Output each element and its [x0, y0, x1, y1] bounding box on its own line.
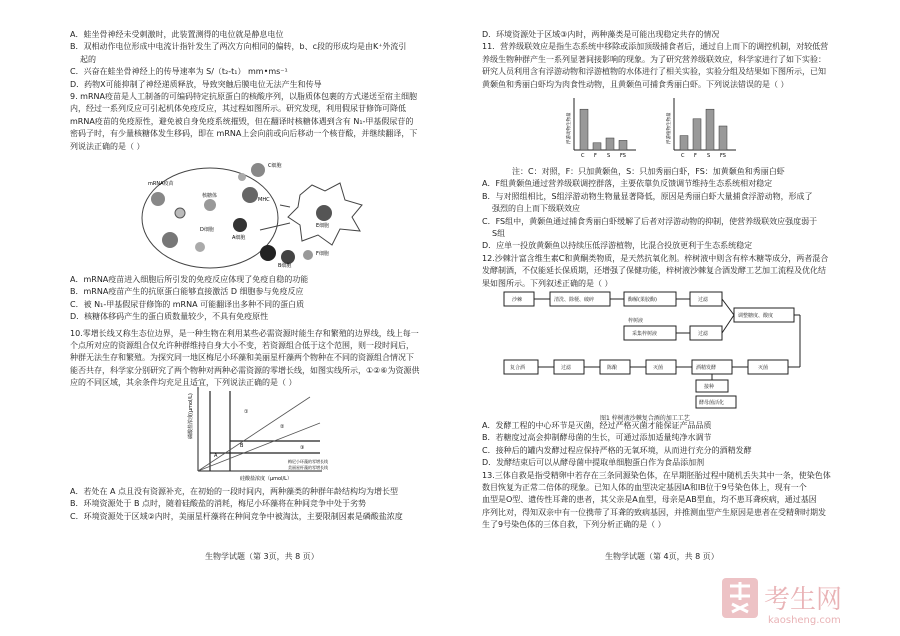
chart0-bar-C: [580, 109, 588, 150]
chart0-tick-S: S: [607, 153, 611, 159]
q8-option-a: A．蛙坐骨神经未受刺激时，此装置测得的电位就是静息电位: [70, 30, 284, 39]
flow-step-sterilize-2: 灭菌: [653, 365, 664, 371]
q8-option-b: B．双相动作电位形成中电流计指针发生了两次方向相同的偏转，b、c段的形成均是由K⁺外流引: [70, 42, 407, 52]
q11-option-c-cont: S组: [492, 229, 506, 239]
q11-bar-charts: [560, 94, 760, 164]
chart0-y-label: 浮游动物生物量: [567, 112, 572, 144]
watermark-en-text: kaosheng.com: [768, 615, 841, 626]
q11-stem-1: 11．营养级联效应是指生态系统中移除或添加顶级捕食者后，通过自上而下的调控机制，对较低营: [482, 42, 829, 52]
fig9-label-d: D细胞: [200, 227, 214, 233]
chart0-bar-S: [606, 138, 614, 150]
flow-step-filter-2: 过滤: [698, 331, 709, 337]
q11-stem-4: 黄颡鱼和秀丽白虾均为肉食性动物，且黄颡鱼可捕食秀丽白虾。下列说法错误的是（ ）: [482, 79, 789, 89]
chart0-tick-F: F: [594, 153, 597, 159]
fig9-label-ribosome: 核糖体: [202, 193, 218, 199]
q9-stem-4: 密码子时，有少量核糖体发生移码，即在 mRNA上会向前或向后移动一个核苷酸，并继续翻译，下: [70, 129, 418, 139]
chart1-bar-FS: [719, 126, 727, 150]
q9-stem-1: 9. mRNA疫苗是人工制备的可编码特定抗原蛋白的核酸序列，以脂质体包裹的方式递送至宿主细胞: [70, 92, 417, 102]
fig9-label-f: F细胞: [316, 251, 329, 257]
q13-stem-3: 血型是O型、遗传性耳聋的患者，其父亲是A血型，母亲是AB型血，均不患耳聋疾病，通过基因: [482, 495, 817, 505]
fig9-label-mhc: MHC: [258, 197, 270, 203]
q10-option-a: A．若处在 A 点且没有资源补充，在初始的一段时间内，两种藻类的种群年龄结构均为增长型: [70, 487, 399, 496]
fig9-label-c: C细胞: [268, 163, 282, 169]
q10-stem-5: 应的不同区域，其余条件均充足且适宜，下列说法正确的是（ ）: [70, 378, 297, 388]
flow-step-yeast-activation: 酵母菌活化: [699, 400, 725, 406]
flow-step-aging: 陈酿: [607, 365, 618, 371]
q12-option-c: C．接种后的罐内发酵过程应保持严格的无氧环境，从而进行充分的酒精发酵: [482, 445, 752, 455]
q9-stem-5: 列说法正确的是（ ）: [70, 141, 145, 151]
q10-region-3: ③: [300, 445, 305, 451]
flow-step-adjust: 调整糖度、酸度: [738, 313, 774, 319]
fig9-label-e: E细胞: [316, 223, 330, 229]
q12-stem-1: 12.沙棘汁富含维生素C和黄酮类物质，是天然抗氧化剂。梓树液中则含有梓木糖等成分，两者混合: [482, 253, 829, 263]
q11-option-a: A．F组黄颡鱼通过营养级联调控群落，主要依靠负反馈调节维持生态系统相对稳定: [482, 179, 773, 189]
chart0-bar-FS: [619, 140, 627, 150]
q10-legend-2: 美丽星杆藻的零增长线: [288, 465, 328, 470]
q12-process-flowchart: [500, 288, 810, 412]
q11-option-d: D．应单一投放黄颡鱼以持续压低浮游植物，比混合投放更利于生态系统稳定: [482, 241, 753, 251]
q10-point-b: B: [240, 443, 244, 449]
q9-option-b: B．mRNA疫苗产生的抗原蛋白能够直接激活 D 细胞参与免疫反应: [70, 287, 304, 297]
chart1-bar-S: [706, 109, 714, 150]
q8-option-c: C．兴奋在蛙坐骨神经上的传导速率为 S/（t₂-t₁） mm•ms⁻¹: [70, 67, 288, 77]
q12-stem-2: 发酵制酒，不仅能延长保质期，还增强了保健功能，梓树液沙棘复合酒发酵工艺加工流程及优化结: [482, 266, 826, 276]
q10-legend-1: 梅尼小环藻的零增长线: [288, 459, 328, 464]
right-text-q11-options: [482, 166, 844, 290]
flow-step-collect-sap: 采集梓树液: [632, 331, 658, 337]
chart1-bar-F: [693, 119, 701, 150]
q12-option-a: A．发酵工程的中心环节是灭菌，经过严格灭菌才能保证产品品质: [482, 421, 712, 430]
q10-x-label: 硅酸盐浓度（µmol/L）: [240, 476, 292, 482]
q10-point-a: A: [214, 453, 218, 459]
q11-note: 注：C：对照，F：只加黄颡鱼，S：只加秀丽白虾，FS：加黄颡鱼和秀丽白虾: [512, 167, 785, 176]
q8-option-d: D．药物X可能抑制了神经递质释放，导致突触后膜电位无法产生和传导: [70, 79, 322, 89]
flow-step-enzyme: 酶解(果胶酶): [628, 297, 657, 303]
flow-caption: 图1 梓树液沙棘复合酒的加工工艺: [600, 415, 690, 422]
q11-stem-3: 研究人员利用含有浮游动物和浮游植物的水体进行了相关实验，实验分组及结果如下图所示，已知: [482, 67, 826, 77]
q13-stem-1: 13.三体自救是指受精卵中若存在三条同源染色体，在早期胚胎过程中随机丢失其中一条，使染色体: [482, 470, 831, 480]
watermark-cn-text: 考生网: [764, 585, 843, 615]
q10-stem-3: 种群无法生存和繁殖。为探究同一地区梅尼小环藻和美丽星杆藻两个物种在不同的资源组合情况下: [70, 353, 414, 363]
q10-option-d: D．环境资源处于区域③内时，两种藻类是可能出现稳定共存的情况: [482, 30, 720, 39]
q10-region-1: ①: [244, 409, 249, 415]
q11-option-b-cont: 强烈的自上而下级联效应: [492, 204, 580, 214]
left-footer: 生物学试题（第 3页，共 8 页）: [205, 552, 319, 561]
flow-step-alcohol-ferment: 酒精发酵: [696, 365, 717, 371]
flow-step-wash: 清洗、除梗、破碎: [554, 297, 595, 303]
right-footer: 生物学试题（第 4页，共 8 页）: [605, 552, 719, 561]
q10-option-c: C．环境资源处于区域②内时，美丽星杆藻将在种间竞争中被淘汰，主要限制因素是磷酸盐浓度: [70, 511, 403, 521]
chart1-bar-C: [680, 136, 688, 150]
chart0-tick-FS: FS: [620, 153, 626, 159]
q10-stem-1: 10.零增长线又称生态位边界，是一种生物在利用某些必需资源时能生存和繁殖的边界线，线上每一: [70, 328, 419, 338]
chart0-tick-C: C: [581, 153, 585, 159]
q12-option-d: D．发酵结束后可以从酵母菌中提取单细胞蛋白作为食品添加剂: [482, 458, 705, 468]
flow-step-compound-wine: 复合酒: [510, 365, 526, 371]
watermark: [720, 574, 890, 628]
q10-y-label: 磷酸盐浓度(µmol/L): [188, 393, 194, 439]
flow-label-sap: 梓树液: [628, 318, 644, 324]
q13-stem-4: 序列比对，得知双亲中有一位携带了耳聋的致病基因，并推测血型产生原因是患者在受精卵时期发: [482, 507, 826, 517]
chart1-tick-S: S: [707, 153, 711, 159]
flow-step-inoculate: 接种: [704, 384, 715, 390]
q9-stem-3: mRNA疫苗的免疫原性，避免被自身免疫系统摧毁，但在翻译时核糖体遇到含有 N₁-甲基假尿苷的: [70, 116, 414, 126]
chart1-y-label: 浮游植物生物量: [667, 112, 672, 144]
q11-stem-2: 养级生物种群产生一系列显著间接影响的现象。为了研究营养级联效应，科学家进行了如下实验：: [482, 54, 826, 64]
q11-option-c: C．FS组中，黄颡鱼通过捕食秀丽白虾缓解了后者对浮游动物的抑制，使营养级联效应强度弱于: [482, 216, 818, 226]
q8-option-b-cont: 起的: [80, 54, 96, 64]
chart1-tick-F: F: [694, 153, 697, 159]
flow-step-filter-3: 过滤: [561, 365, 572, 371]
q10-option-b: B．环境资源处于 B 点时，随着硅酸盐的消耗，梅尼小环藻将在种间竞争中处于劣势: [70, 499, 367, 509]
fig9-label-mrna: mRNA疫苗: [148, 181, 174, 187]
q12-stem-3: 果如图所示。下列叙述正确的是（ ）: [482, 278, 613, 288]
q9-option-d: D．核糖体移码产生的蛋白质数量较少，不具有免疫原性: [70, 312, 269, 322]
q10-stem-4: 能否共存，科学家分别研究了两个物种对两种必需资源的零增长线，如图实线所示，①②⑥为资源供: [70, 365, 420, 375]
q12-option-b: B．若糖度过高会抑制酵母菌的生长，可通过添加适量纯净水调节: [482, 433, 712, 443]
q10-region-2: ②: [280, 424, 285, 430]
chart1-tick-FS: FS: [720, 153, 726, 159]
q13-stem-2: 数目恢复为正常二倍体的现象。已知人体的血型决定基因IA和IB位于9号染色体上，现有一个: [482, 483, 807, 493]
fig9-label-b: B细胞: [278, 263, 292, 269]
flow-step-seabuckthorn: 沙棘: [512, 297, 523, 303]
chart1-tick-C: C: [681, 153, 685, 159]
right-text-q12-options: [482, 420, 844, 532]
q9-option-a: A．mRNA疫苗进入细胞后所引发的免疫反应体现了免疫自稳的功能: [70, 275, 309, 284]
q9-stem-2: 内，经过一系列反应可引起机体免疫反应，其过程如图所示。研究发现，利用假尿苷修饰可降低: [70, 104, 406, 114]
flow-step-filter-1: 过滤: [698, 297, 709, 303]
right-text-top: [482, 29, 844, 91]
q9-option-c: C．被 N₁-甲基假尿苷修饰的 mRNA 可能翻译出多种不同的蛋白质: [70, 299, 305, 309]
q10-stem-2: 个点所对应的资源组合仅允许种群维持自身大小不变，若资源组合低于这个范围，则一段时间后，: [70, 341, 414, 351]
fig9-label-a: A细胞: [232, 235, 246, 241]
chart0-bar-F: [593, 143, 601, 150]
q13-stem-5: 生了9号染色体的三体自救，下列分析正确的是（ ）: [482, 520, 666, 530]
watermark-logo-icon: [720, 574, 890, 628]
q11-option-b: B．与对照组相比，S组浮游动物生物量显著降低，原因是秀丽白虾大量捕食浮游动物，形成了: [482, 191, 813, 201]
flow-step-sterilize-1: 灭菌: [758, 365, 769, 371]
